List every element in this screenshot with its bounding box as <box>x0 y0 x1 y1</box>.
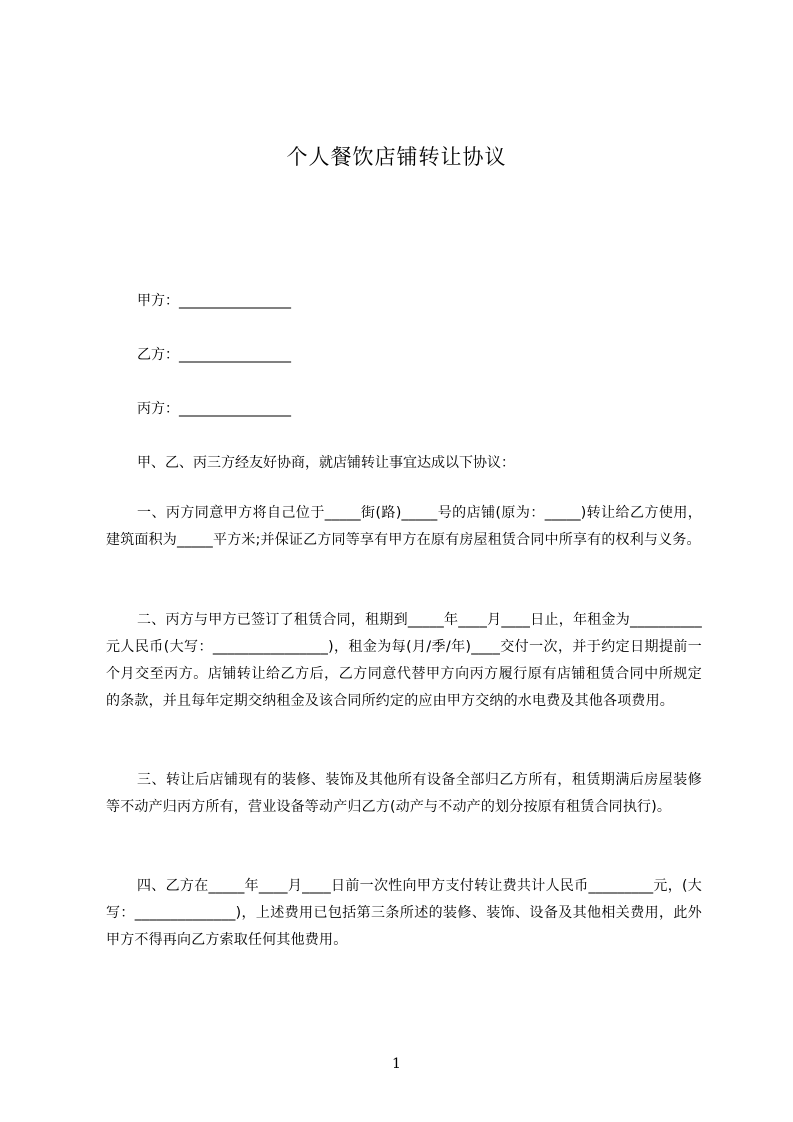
clause-2: 二、丙方与甲方已签订了租赁合同，租期到_____年____月____日止，年租金为__________元人民币(大写：________________)，租金为每(月/季/年)____交付一次，并于约定日期提前一个月交至丙方。店铺转让给乙方后，乙方同意代替甲方向丙方履行原有店铺租赁合同中所规定的条款，并且每年定期交纳租金及该合同所约定的应由甲方交纳的水电费及其他各项费用。 <box>106 612 702 709</box>
clause-4: 四、乙方在_____年____月____日前一次性向甲方支付转让费共计人民币_________元，(大写：______________)，上述费用已包括第三条所述的装修、装饰、设备及其他相关费用，此外甲方不得再向乙方索取任何其他费用。 <box>106 878 702 948</box>
party-b-line: 乙方：________________ <box>137 347 291 363</box>
agreement-intro: 甲、乙、丙三方经友好协商，就店铺转让事宜达成以下协议： <box>137 455 515 471</box>
page-number: 1 <box>392 1056 401 1072</box>
party-a-line: 甲方：________________ <box>137 293 291 309</box>
clause-1: 一、丙方同意甲方将自己位于_____街(路)_____号的店铺(原为：_____)转让给乙方使用，建筑面积为_____平方米;并保证乙方同等享有甲方在原有房屋租赁合同中所享有的权利与义务。 <box>106 505 702 548</box>
document-title: 个人餐饮店铺转让协议 <box>286 145 507 169</box>
clause-3: 三、转让后店铺现有的装修、装饰及其他所有设备全部归乙方所有，租赁期满后房屋装修等不动产归丙方所有，营业设备等动产归乙方(动产与不动产的划分按原有租赁合同执行)。 <box>106 772 702 815</box>
party-c-line: 丙方：________________ <box>137 401 291 417</box>
